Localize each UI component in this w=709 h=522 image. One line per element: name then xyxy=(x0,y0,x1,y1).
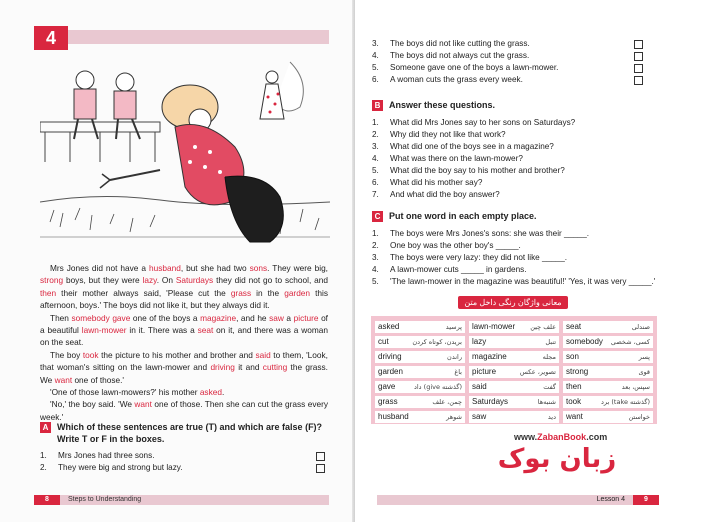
vocab-english: driving xyxy=(378,352,402,361)
story-text xyxy=(40,262,328,423)
vocab-english: lazy xyxy=(472,337,487,346)
vocab-entry xyxy=(375,411,465,423)
vocab-persian: سپس، بعد xyxy=(621,383,650,391)
vocab-persian: کسی، شخصی xyxy=(610,338,650,346)
vocab-entry xyxy=(375,381,465,393)
story-text-run: . On xyxy=(156,275,176,286)
vocab-persian: پرسید xyxy=(445,323,462,331)
vocab-entry xyxy=(375,321,465,333)
story-text-run: to them, 'Look, that woman's sitting on the lawn-mower and xyxy=(40,349,328,373)
vocab-word: husband xyxy=(148,263,181,273)
vocab-entry xyxy=(375,336,465,348)
story-text-run: one of the boys a xyxy=(130,312,201,323)
story-text-run: they did not go to school, and xyxy=(213,275,328,286)
question-item: 5. What did the boy say to his mother and brother? xyxy=(372,166,565,175)
vocab-word: Saturdays xyxy=(175,275,214,286)
fill-item: 5. 'The lawn-mower in the magazine was beautiful!' 'Yes, it was very _____.' xyxy=(372,277,656,286)
header-bar xyxy=(34,30,329,44)
vocab-entry xyxy=(469,381,559,393)
vocab-english: son xyxy=(566,352,579,361)
vocab-entry xyxy=(469,366,559,378)
vocab-title: معانی واژگان رنگی داخل متن xyxy=(458,296,568,309)
story-text-run: The boy xyxy=(50,349,83,360)
vocab-english: strong xyxy=(566,367,589,376)
vocab-entry xyxy=(469,411,559,423)
vocab-entry xyxy=(469,351,559,363)
vocab-persian: بریدن، کوتاه کردن xyxy=(412,338,462,346)
vocab-word: grass xyxy=(230,287,252,298)
vocab-persian: علف چین xyxy=(530,323,556,331)
book-title: Steps to Understanding xyxy=(68,496,142,503)
vocab-persian: راندن xyxy=(447,353,462,361)
left-footer xyxy=(34,495,329,505)
vocab-word: picture xyxy=(293,312,319,323)
vocab-word: magazine xyxy=(200,312,237,323)
vocab-persian: پسر xyxy=(638,353,650,361)
vocab-persian: مجله xyxy=(542,353,556,361)
question-item: 3. What did one of the boys see in a magazine? xyxy=(372,142,554,151)
vocab-word: somebody xyxy=(71,312,110,323)
story-text-run: 'No,' the boy said. 'We xyxy=(50,399,135,410)
right-footer xyxy=(377,495,659,505)
page-number: 9 xyxy=(633,495,659,505)
story-paragraph xyxy=(40,386,328,398)
story-text-run: Mrs Jones did not have a xyxy=(50,263,149,273)
story-text-run: it and xyxy=(234,362,263,373)
section-a-instruction-1: Which of these sentences are true (T) and which are false (F)? xyxy=(57,422,323,432)
vocab-persian: شوهر xyxy=(446,413,462,421)
tf-item: 6. A woman cuts the grass every week. xyxy=(372,75,523,84)
vocab-english: saw xyxy=(472,412,487,421)
vocab-entry xyxy=(563,366,653,378)
logo-url: www.ZabanBook.com xyxy=(514,432,608,442)
tf-checkbox[interactable] xyxy=(634,40,643,49)
story-text-run: the picture to his mother and brother and xyxy=(98,349,256,360)
vocab-word: said xyxy=(255,349,271,360)
story-illustration xyxy=(40,52,330,252)
fill-item: 4. A lawn-mower cuts _____ in gardens. xyxy=(372,265,527,274)
vocab-entry xyxy=(469,396,559,408)
vocab-english: gave xyxy=(378,382,396,391)
vocab-word: strong xyxy=(40,275,64,286)
story-paragraph xyxy=(40,349,328,386)
vocab-word: asked xyxy=(199,387,222,398)
story-text-run: of a beautiful xyxy=(40,312,328,336)
vocab-persian: باغ xyxy=(454,368,462,376)
vocab-word: gave xyxy=(112,312,131,323)
question-item: 6. What did his mother say? xyxy=(372,178,483,187)
story-text-run: in the xyxy=(251,287,285,298)
logo-brand: زبان بوک xyxy=(497,444,617,474)
page-number: 8 xyxy=(34,495,60,505)
vocab-english: seat xyxy=(566,322,582,331)
vocab-word: then xyxy=(40,287,57,298)
story-text-run: one of those.' xyxy=(72,374,125,385)
vocab-persian: صندلی xyxy=(631,323,650,331)
story-text-run: a xyxy=(283,312,294,323)
fill-item: 2. One boy was the other boy's _____. xyxy=(372,241,521,250)
vocab-persian: شنبه‌ها xyxy=(537,398,556,406)
story-text-run: the grass. We xyxy=(40,362,328,385)
lesson-label: Lesson 4 xyxy=(596,496,625,503)
vocab-english: garden xyxy=(378,367,403,376)
tf-checkbox[interactable] xyxy=(634,64,643,73)
question-item: 4. What was there on the lawn-mower? xyxy=(372,154,523,163)
vocab-english: lawn-mower xyxy=(472,322,516,331)
section-b-heading: B Answer these questions. xyxy=(372,99,662,111)
vocab-english: magazine xyxy=(472,352,507,361)
vocab-persian: گفت xyxy=(543,383,556,391)
vocab-persian: دید xyxy=(547,413,556,421)
vocab-persian: خواستن xyxy=(628,413,650,421)
vocab-persian: برد (take گذشته) xyxy=(601,398,650,406)
vocab-entry xyxy=(563,396,653,408)
vocab-word: driving xyxy=(210,362,235,373)
vocab-entry xyxy=(375,396,465,408)
story-text-run: , but she had two xyxy=(180,263,250,273)
story-text-run: , and he xyxy=(236,312,270,323)
section-a-heading xyxy=(40,421,330,445)
vocab-english: picture xyxy=(472,367,497,376)
story-paragraph xyxy=(40,262,328,312)
section-c-heading: C Put one word in each empty place. xyxy=(372,210,662,222)
vocab-word: sons xyxy=(249,263,268,273)
vocab-entry xyxy=(563,321,653,333)
story-paragraph xyxy=(40,312,328,349)
vocab-english: then xyxy=(566,382,582,391)
vocab-persian: تصویر، عکس xyxy=(519,368,556,376)
question-item: 2. Why did they not like that work? xyxy=(372,130,506,139)
tf-item: 3. The boys did not like cutting the grass. xyxy=(372,39,530,48)
vocab-word: lawn-mower xyxy=(81,325,127,336)
vocab-column xyxy=(563,321,653,426)
vocab-entry xyxy=(563,411,653,423)
vocab-column xyxy=(469,321,559,426)
lesson-number: 4 xyxy=(34,26,68,50)
story-text-run: 'One of those lawn-mowers?' his mother xyxy=(50,387,200,398)
tf-checkbox[interactable] xyxy=(634,52,643,61)
story-text-run: boys, but they were xyxy=(63,275,143,286)
vocab-english: Saturdays xyxy=(472,397,509,406)
story-text-run: . They were big, xyxy=(267,263,328,273)
tf-checkbox[interactable] xyxy=(316,464,325,473)
vocab-column xyxy=(375,321,465,426)
story-text-run: . xyxy=(221,387,225,398)
question-item: 7. And what did the boy answer? xyxy=(372,190,500,199)
story-text-run: their mother always said, 'Please cut the xyxy=(56,287,231,298)
vocab-english: asked xyxy=(378,322,400,331)
vocab-table xyxy=(371,316,657,424)
vocab-persian: داد (give گذشته) xyxy=(413,383,462,391)
vocab-word: seat xyxy=(197,325,214,336)
vocab-entry xyxy=(563,336,653,348)
vocab-english: said xyxy=(472,382,487,391)
story-text-run: this afternoon, boys.' The boys did not like it, but they always did it. xyxy=(40,287,328,311)
story-text-run: Then xyxy=(50,312,72,323)
fill-item: 1. The boys were Mrs Jones's sons: she was their _____. xyxy=(372,229,590,238)
vocab-english: took xyxy=(566,397,582,406)
tf-item: 5. Someone gave one of the boys a lawn-mower. xyxy=(372,63,559,72)
vocab-word: want xyxy=(134,399,152,410)
vocab-word: garden xyxy=(284,287,311,298)
vocab-word: saw xyxy=(269,312,284,323)
vocab-entry xyxy=(469,336,559,348)
zabanbook-logo xyxy=(492,432,622,492)
vocab-entry xyxy=(563,351,653,363)
tf-checkbox[interactable] xyxy=(634,76,643,85)
question-item: 1. What did Mrs Jones say to her sons on Saturdays? xyxy=(372,118,576,127)
vocab-entry xyxy=(469,321,559,333)
story-text-run: in it. There was a xyxy=(126,325,198,336)
vocab-entry xyxy=(375,351,465,363)
section-a-badge: A xyxy=(40,422,51,433)
vocab-word: took xyxy=(82,349,99,360)
vocab-entry xyxy=(375,366,465,378)
story-text-run: on it, and there was a woman on the seat. xyxy=(40,325,329,348)
section-a-instruction-2: Write T or F in the boxes. xyxy=(57,434,165,445)
vocab-english: somebody xyxy=(566,337,603,346)
tf-checkbox[interactable] xyxy=(316,452,325,461)
vocab-word: want xyxy=(54,374,73,385)
vocab-english: want xyxy=(566,412,583,421)
vocab-persian: قوی xyxy=(638,368,650,376)
vocab-entry xyxy=(563,381,653,393)
story-paragraph xyxy=(40,398,328,423)
vocab-word: cutting xyxy=(262,362,288,373)
vocab-word: lazy xyxy=(142,275,157,286)
story-text-run: one of those. Then she can cut the grass every week.' xyxy=(40,399,328,422)
tf-item: 1. Mrs Jones had three sons. xyxy=(40,451,155,460)
fill-item: 3. The boys were very lazy: they did not like _____. xyxy=(372,253,568,262)
vocab-english: husband xyxy=(378,412,409,421)
tf-item: 4. The boys did not always cut the grass. xyxy=(372,51,530,60)
tf-item: 2. They were big and strong but lazy. xyxy=(40,463,183,472)
vocab-english: grass xyxy=(378,397,398,406)
vocab-english: cut xyxy=(378,337,389,346)
vocab-persian: چمن، علف xyxy=(432,398,462,406)
vocab-persian: تنبل xyxy=(545,338,556,346)
